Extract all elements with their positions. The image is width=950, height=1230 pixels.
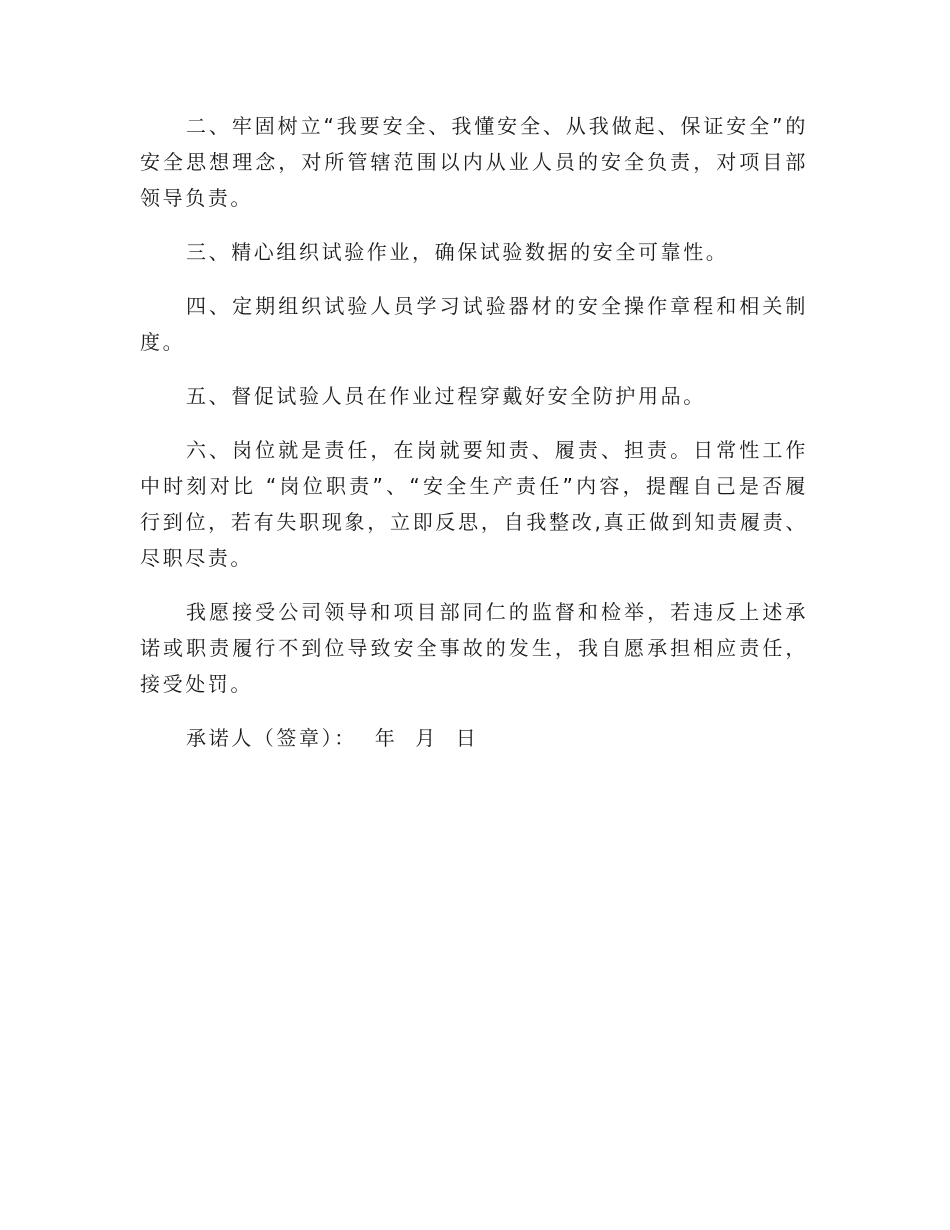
paragraph-item-6: 六、岗位就是责任，在岗就要知责、履责、担责。日常性工作中时刻对比 “岗位职责”、“安全生产责任”内容，提醒自己是否履行到位，若有失职现象，立即反思，自我整改,真正做到知责履责、尽职尽责。 <box>140 438 808 570</box>
paragraph-item-4: 四、定期组织试验人员学习试验器材的安全操作章程和相关制度。 <box>140 294 808 354</box>
paragraph-item-2: 二、牢固树立“我要安全、我懂安全、从我做起、保证安全”的安全思想理念，对所管辖范围以内从业人员的安全负责，对项目部领导负责。 <box>140 114 808 210</box>
paragraph-item-3: 三、精心组织试验作业，确保试验数据的安全可靠性。 <box>186 240 729 264</box>
paragraph-item-5: 五、督促试验人员在作业过程穿戴好安全防护用品。 <box>186 384 706 408</box>
commitment-paragraph: 我愿接受公司领导和项目部同仁的监督和检举，若违反上述承诺或职责履行不到位导致安全事故的发生，我自愿承担相应责任，接受处罚。 <box>140 600 808 696</box>
document-body <box>140 108 808 756</box>
signature-line: 承诺人（签章）： 年 月 日 <box>186 726 479 750</box>
